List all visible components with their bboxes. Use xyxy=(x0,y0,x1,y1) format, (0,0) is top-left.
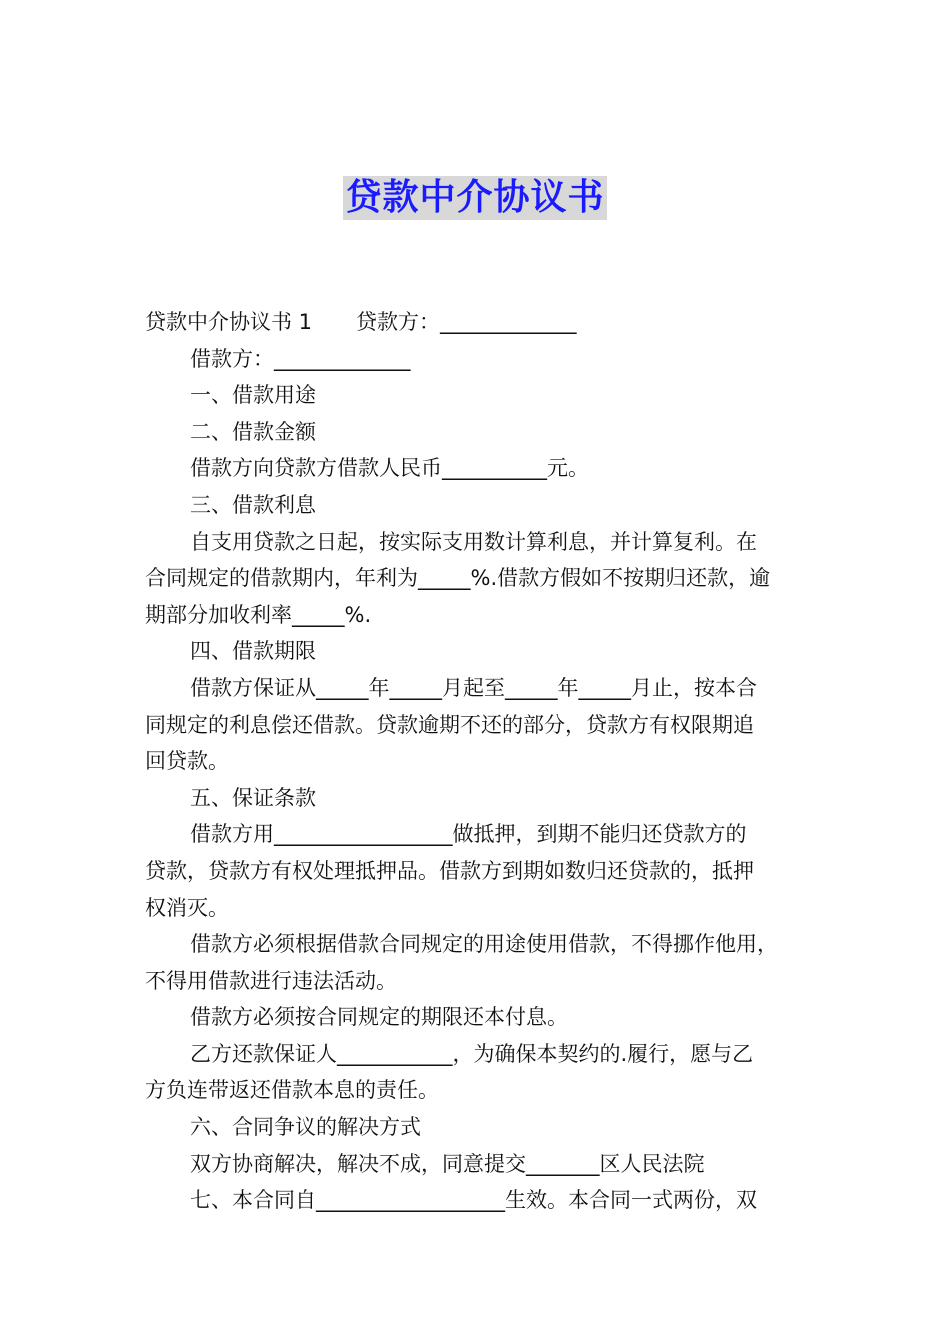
paragraph-line: 回贷款。 xyxy=(145,749,229,774)
paragraph-line: 借款方保证从_____年_____月起至_____年_____月止，按本合 xyxy=(190,675,757,700)
amount-line: 借款方向贷款方借款人民币__________元。 xyxy=(190,456,589,481)
paragraph-line: 方负连带返还借款本息的责任。 xyxy=(145,1078,439,1103)
paragraph-line: 不得用借款进行违法活动。 xyxy=(145,968,397,993)
document-body xyxy=(145,304,815,1219)
lender-field: 贷款方：_____________ xyxy=(356,310,577,334)
paragraph-line: 权消灭。 xyxy=(145,895,229,920)
paragraph-line: 借款方用_________________做抵押，到期不能归还贷款方的 xyxy=(190,822,747,847)
section-4-heading: 四、借款期限 xyxy=(190,639,316,664)
paragraph-line: 同规定的利息偿还借款。贷款逾期不还的部分，贷款方有权限期追 xyxy=(145,712,754,737)
paragraph-line: 合同规定的借款期内，年利为_____%.借款方假如不按期归还款，逾 xyxy=(145,566,771,591)
paragraph-line: 自支用贷款之日起，按实际支用数计算利息，并计算复利。在 xyxy=(190,529,757,554)
paragraph-line: 借款方必须根据借款合同规定的用途使用借款，不得挪作他用， xyxy=(190,932,778,957)
section-7-line: 七、本合同自__________________生效。本合同一式两份，双 xyxy=(190,1188,757,1213)
title-text: 贷款中介协议书 xyxy=(345,177,605,218)
section-3-heading: 三、借款利息 xyxy=(190,492,316,517)
heading-line xyxy=(145,304,815,341)
section-5-heading: 五、保证条款 xyxy=(190,785,316,810)
document-title xyxy=(0,176,950,220)
doc-name: 贷款中介协议书 1 xyxy=(145,310,313,334)
section-2-heading: 二、借款金额 xyxy=(190,419,316,444)
paragraph-line: 借款方必须按合同规定的期限还本付息。 xyxy=(190,1005,568,1030)
borrower-field: 借款方：_____________ xyxy=(190,346,411,371)
section-1-heading: 一、借款用途 xyxy=(190,383,316,408)
paragraph-line: 贷款，贷款方有权处理抵押品。借款方到期如数归还贷款的，抵押 xyxy=(145,858,754,883)
paragraph-line: 乙方还款保证人___________，为确保本契约的.履行，愿与乙 xyxy=(190,1041,754,1066)
paragraph-line: 期部分加收利率_____%. xyxy=(145,602,372,627)
paragraph-line: 双方协商解决，解决不成，同意提交_______区人民法院 xyxy=(190,1151,705,1176)
section-6-heading: 六、合同争议的解决方式 xyxy=(190,1115,421,1140)
